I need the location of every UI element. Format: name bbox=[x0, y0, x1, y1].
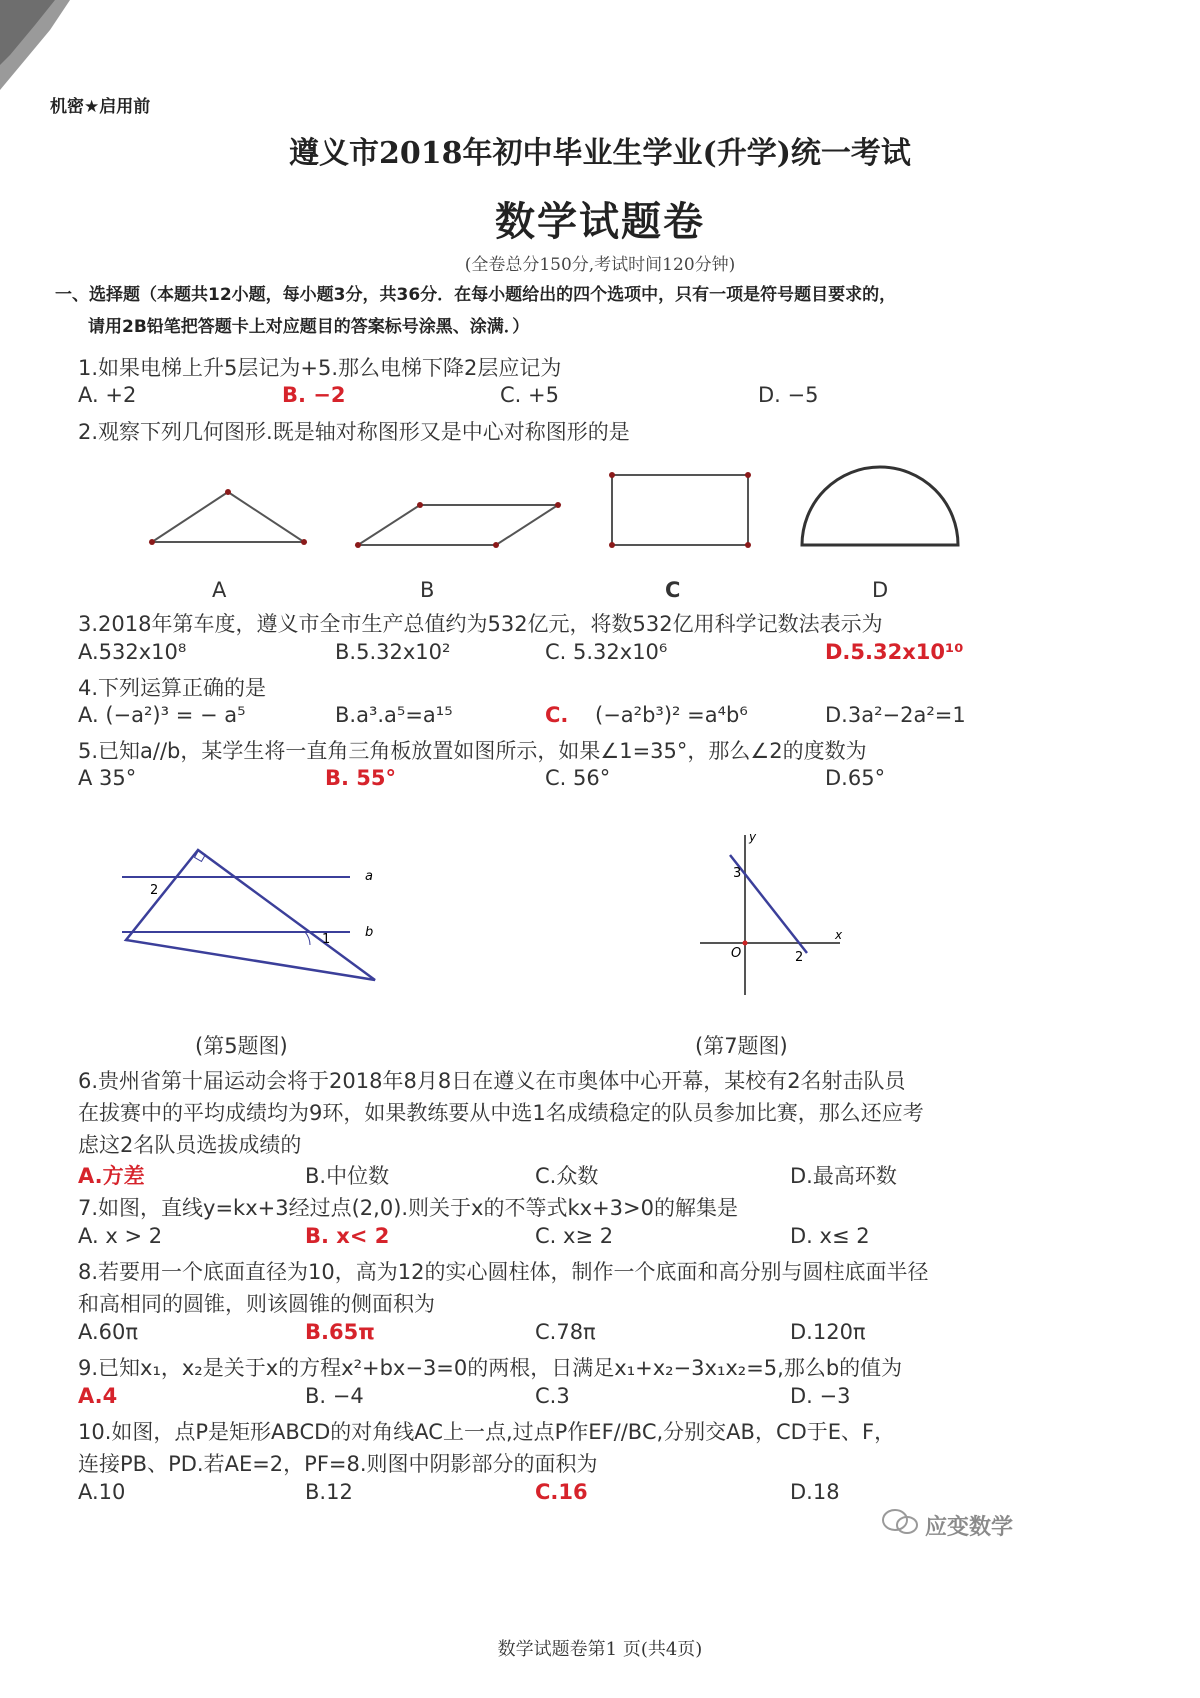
question-6-line1: 6.贵州省第十届运动会将于2018年8月8日在遵义在市奥体中心开幕，某校有2名射击队员 bbox=[78, 1069, 906, 1093]
q3-option-c: C. 5.32x10⁶ bbox=[545, 640, 668, 664]
x-intercept-label: 2 bbox=[795, 950, 804, 965]
q2-label-a: A bbox=[212, 578, 227, 602]
exam-title: 遵义市2018年初中毕业生学业(升学)统一考试 bbox=[289, 136, 911, 171]
question-2-stem: 2.观察下列几何图形.既是轴对称图形又是中心对称图形的是 bbox=[78, 420, 630, 444]
x-axis-label: x bbox=[835, 928, 843, 942]
q2-label-c: C bbox=[665, 578, 681, 602]
q7-option-b: B. x< 2 bbox=[305, 1224, 390, 1248]
question-10-line2: 连接PB、PD.若AE=2，PF=8.则图中阴影部分的面积为 bbox=[78, 1452, 598, 1476]
q5-option-b: B. 55° bbox=[325, 766, 397, 790]
q4-option-c-expr: (−a²b³)² =a⁴b⁶ bbox=[595, 703, 748, 727]
q1-option-d: D. −5 bbox=[758, 383, 819, 407]
line-b-label: b bbox=[365, 925, 374, 940]
q4-option-c: C. bbox=[545, 703, 569, 727]
q8-option-b: B.65π bbox=[305, 1320, 375, 1344]
angle-1-label: 1 bbox=[322, 932, 331, 947]
question-3-stem: 3.2018年第车度，遵义市全市生产总值约为532亿元，将数532亿用科学记数法表示为 bbox=[78, 612, 883, 636]
question-6-line3: 虑这2名队员选拔成绩的 bbox=[78, 1133, 302, 1157]
q5-option-c: C. 56° bbox=[545, 766, 611, 790]
q10-option-b: B.12 bbox=[305, 1480, 353, 1504]
q9-option-d: D. −3 bbox=[790, 1384, 851, 1408]
question-5-stem: 5.已知a//b，某学生将一直角三角板放置如图所示，如果∠1=35°，那么∠2的度数为 bbox=[78, 739, 867, 763]
q6-option-b: B.中位数 bbox=[305, 1164, 390, 1188]
question-8-line1: 8.若要用一个底面直径为10，高为12的实心圆柱体，制作一个底面和高分别与圆柱底面半径 bbox=[78, 1260, 929, 1284]
q4-option-b: B.a³.a⁵=a¹⁵ bbox=[335, 703, 453, 727]
page-footer: 数学试题卷第1 页(共4页) bbox=[497, 1639, 703, 1660]
q4-option-d: D.3a²−2a²=1 bbox=[825, 703, 966, 727]
q9-option-a: A.4 bbox=[78, 1384, 118, 1408]
q9-option-c: C.3 bbox=[535, 1384, 570, 1408]
q8-option-c: C.78π bbox=[535, 1320, 596, 1344]
q10-option-d: D.18 bbox=[790, 1480, 840, 1504]
line-a-label: a bbox=[365, 869, 373, 884]
question-6-line2: 在拔赛中的平均成绩均为9环，如果教练要从中选1名成绩稳定的队员参加比赛，那么还应考 bbox=[78, 1101, 924, 1125]
q4-option-a: A. (−a²)³ = − a⁵ bbox=[78, 703, 246, 727]
q7-option-d: D. x≤ 2 bbox=[790, 1224, 870, 1248]
q6-option-c: C.众数 bbox=[535, 1164, 599, 1188]
question-1-stem: 1.如果电梯上升5层记为+5.那么电梯下降2层应记为 bbox=[78, 356, 562, 380]
question-9-stem: 9.已知x₁，x₂是关于x的方程x²+bx−3=0的两根，日满足x₁+x₂−3x₁x₂=5,那么b的值为 bbox=[78, 1356, 903, 1380]
section-heading-cont: 请用2B铅笔把答题卡上对应题目的答案标号涂黑、涂满．） bbox=[88, 317, 530, 337]
origin-label: O bbox=[731, 946, 742, 961]
section-heading: 一、选择题（本题共12小题，每小题3分，共36分．在每小题给出的四个选项中，只有一项是符号题目要求的， bbox=[55, 285, 897, 305]
wechat-icon bbox=[880, 1506, 920, 1538]
paper-title: 数学试题卷 bbox=[495, 199, 705, 245]
triangle-figure bbox=[152, 492, 304, 542]
confidential-mark: 机密★启用前 bbox=[50, 97, 151, 117]
q8-option-d: D.120π bbox=[790, 1320, 866, 1344]
figure-5-diagram bbox=[110, 840, 390, 990]
q2-label-d: D bbox=[872, 578, 889, 602]
brand-watermark: 应变数学 bbox=[925, 1515, 1014, 1540]
q9-option-b: B. −4 bbox=[305, 1384, 364, 1408]
figure-7-graph bbox=[685, 825, 855, 1000]
exam-note: (全卷总分150分,考试时间120分钟) bbox=[464, 255, 736, 275]
q1-option-b: B. −2 bbox=[282, 383, 346, 407]
angle-2-label: 2 bbox=[150, 883, 159, 898]
q8-option-a: A.60π bbox=[78, 1320, 139, 1344]
q5-option-d: D.65° bbox=[825, 766, 886, 790]
question-8-line2: 和高相同的圆锥，则该圆锥的侧面积为 bbox=[78, 1292, 435, 1316]
semicircle-figure bbox=[802, 467, 958, 545]
q10-option-c: C.16 bbox=[535, 1480, 588, 1504]
q10-option-a: A.10 bbox=[78, 1480, 126, 1504]
q3-option-b: B.5.32x10² bbox=[335, 640, 451, 664]
figure-5-caption: (第5题图) bbox=[195, 1034, 288, 1058]
torn-corner-decoration bbox=[0, 0, 70, 90]
q7-option-c: C. x≥ 2 bbox=[535, 1224, 614, 1248]
parallelogram-figure bbox=[358, 505, 558, 545]
y-axis-label: y bbox=[749, 830, 757, 844]
y-intercept-label: 3 bbox=[733, 866, 742, 881]
q3-option-d: D.5.32x10¹⁰ bbox=[825, 640, 964, 664]
question-10-line1: 10.如图，点P是矩形ABCD的对角线AC上一点,过点P作EF//BC,分别交AB，CD于E、F， bbox=[78, 1420, 896, 1444]
q3-option-a: A.532x10⁸ bbox=[78, 640, 187, 664]
q1-option-c: C. +5 bbox=[500, 383, 559, 407]
question-4-stem: 4.下列运算正确的是 bbox=[78, 676, 267, 700]
q2-figures bbox=[0, 460, 1200, 580]
question-7-stem: 7.如图，直线y=kx+3经过点(2,0).则关于x的不等式kx+3>0的解集是 bbox=[78, 1196, 738, 1220]
q5-option-a: A 35° bbox=[78, 766, 137, 790]
q6-option-d: D.最高环数 bbox=[790, 1164, 897, 1188]
q2-label-b: B bbox=[420, 578, 435, 602]
q6-option-a: A.方差 bbox=[78, 1164, 145, 1188]
rectangle-figure bbox=[612, 475, 748, 545]
q1-option-a: A. +2 bbox=[78, 383, 137, 407]
figure-7-caption: (第7题图) bbox=[695, 1034, 788, 1058]
q7-option-a: A. x > 2 bbox=[78, 1224, 163, 1248]
